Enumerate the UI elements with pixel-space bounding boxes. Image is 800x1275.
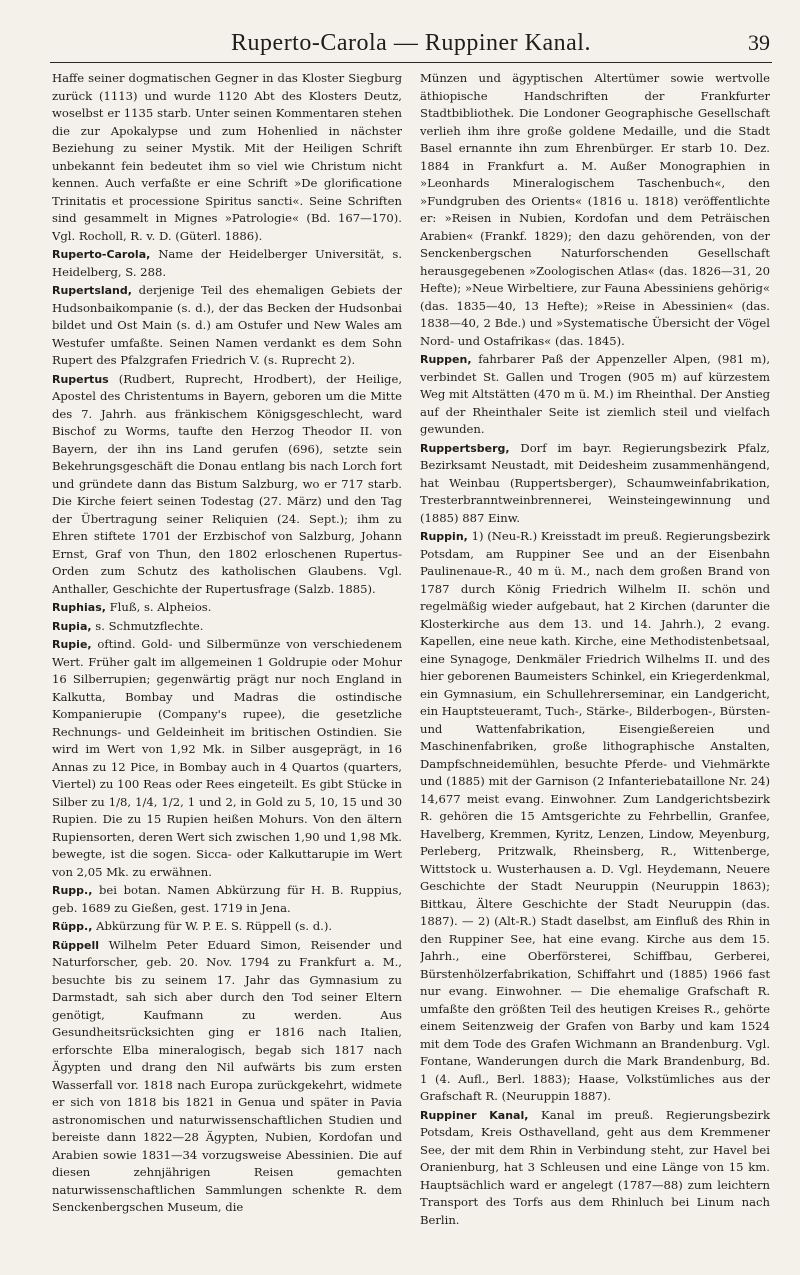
dictionary-entry — [52, 246, 402, 281]
dictionary-entry — [52, 70, 402, 245]
dictionary-entry — [52, 282, 402, 370]
entry-headword: Ruppin, — [420, 530, 468, 543]
page-header — [50, 30, 772, 64]
entry-headword: Rupie, — [52, 638, 92, 651]
entry-text: derjenige Teil des ehemaligen Gebiets der Hudsonbaikompanie (s. d.), der das Becken der Hudsonbai bildet und Ost Main (s. d.) am Ostufer und New Wales am Westufer umfaßte. Seinen Namen verdankt es dem Sohn Rupert des Pfalzgrafen Friedrich V. (s. Ruprecht 2). — [52, 283, 402, 367]
entry-text: (Rudbert, Ruprecht, Hrodbert), der Heilige, Apostel des Christentums in Bayern, geboren um die Mitte des 7. Jahrh. aus fränkischem Königsgeschlecht, ward Bischof zu Worms, taufte den Herzog Theodor II. von Bayern, der ihn ins Land gerufen (696), setzte sein Bekehrungsgeschäft die Donau entlang bis nach Lorch fort und gründete dann das Bistum Salzburg, wo er 717 starb. Die Kirche feiert seinen Todestag (27. März) und den Tag der Übertragung seiner Reliquien (24. Sept.); ihm zu Ehren stiftete 1701 der Erzbischof von Salzburg, Johann Ernst, Graf von Thun, den 1802 erloschenen Rupertus-Orden zum Schutz des katholischen Glaubens. Vgl. Anthaller, Geschichte der Rupertusfrage (Salzb. 1885). — [52, 371, 402, 596]
entry-text: Haffe seiner dogmatischen Gegner in das Kloster Siegburg zurück (1113) und wurde 1120 Abt des Klosters Deutz, woselbst er 1135 starb. Unter seinen Kommentaren stehen die zur Apokalypse und zum Hohenlied in nächster Beziehung zu seiner Mystik. Mit der Heiligen Schrift unbekannt fein bedeutet ihm so viel wie Christum nicht kennen. Auch verfaßte er eine Schrift »De glorificatione Trinitatis et processione Spiritus sancti«. Seine Schriften sind gesammelt in Mignes »Patrologie« (Bd. 167—170). Vgl. Rocholl, R. v. D. (Güterl. 1886). — [52, 71, 402, 243]
left-column — [52, 70, 402, 1265]
entry-text: Abkürzung für W. P. E. S. Rüppell (s. d.). — [96, 919, 333, 933]
dictionary-entry — [420, 440, 770, 528]
entry-text: Wilhelm Peter Eduard Simon, Reisender und Naturforscher, geb. 20. Nov. 1794 zu Frankfurt a. M., besuchte bis zu seinem 17. Jahr das Gymnasium zu Darmstadt, sah sich aber durch den Tod seiner Eltern genötigt, Kaufmann zu werden. Aus Gesundheitsrücksichten ging er 1816 nach Italien, erforschte Elba mineralogisch, begab sich 1817 nach Ägypten und drang den Nil aufwärts bis zum ersten Wasserfall vor. 1818 nach Europa zurückgekehrt, widmete er sich von 1818 bis 1821 in Genua und später in Pavia astronomischen und naturwissenschaftlichen Studien und bereiste dann 1822—28 Ägypten, Nubien, Kordofan und Arabien sowie 1831—34 vorzugsweise Abessinien. Die auf diesen zehnjährigen Reisen gemachten naturwissenschaftlichen Sammlungen schenkte R. dem Senckenbergschen Museum, die — [52, 937, 402, 1214]
dictionary-entry — [420, 351, 770, 439]
dictionary-entry — [52, 636, 402, 881]
header-rule — [50, 62, 772, 63]
entry-headword: Ruppertsberg, — [420, 441, 510, 455]
page-number: 39 — [748, 30, 770, 55]
entry-headword: Rupia, — [52, 619, 92, 633]
entry-text: oftind. Gold- und Silbermünze von verschiedenem Wert. Früher galt im allgemeinen 1 Goldrupie oder Mohur 16 Silberrupien; gegenwärtig prägt nur noch England in Kalkutta, Bombay und Madras die ostindische Kompanierupie (Company's rupee), die gesetzliche Rechnungs- und Geldeinheit im britischen Ostindien. Sie wird im Wert von 1,92 Mk. in Silber ausgeprägt, in 16 Annas zu 12 Pice, in Bombay auch in 4 Quartos (quarters, Viertel) zu 100 Reas oder Rees eingeteilt. Es gibt Stücke in Silber zu 1/8, 1/4, 1/2, 1 und 2, in Gold zu 5, 10, 15 und 30 Rupien. Die zu 15 Rupien heißen Mohurs. Von den ältern Rupiensorten, deren Wert sich zwischen 1,90 und 1,98 Mk. bewegte, ist die sogen. Sicca- oder Kalkuttarupie im Wert von 2,05 Mk. zu erwähnen. — [52, 637, 402, 879]
entry-headword: Ruperto-Carola, — [52, 248, 151, 261]
entry-text: Münzen und ägyptischen Altertümer sowie wertvolle äthiopische Handschriften der Frankfurter Stadtbibliothek. Die Londoner Geographische Gesellschaft verlieh ihm ihre große goldene Medaille, und die Stadt Basel ernannte ihn zum Ehrenbürger. Er starb 10. Dez. 1884 in Frankfurt a. M. Außer Monographien in »Leonhards Mineralogischem Taschenbuch«, den »Fundgruben des Orients« (1816 u. 1818) veröffentlichte er: »Reisen in Nubien, Kordofan und dem Peträischen Arabien« (Frankf. 1829); den dazu gehörenden, von der Senckenbergschen Naturforschenden Gesellschaft herausgegebenen »Zoologischen Atlas« (das. 1826—31, 20 Hefte); »Neue Wirbeltiere, zur Fauna Abessiniens gehörig« (das. 1835—40, 13 Hefte); »Reise in Abessinien« (das. 1838—40, 2 Bde.) und »Systematische Übersicht der Vögel Nord- und Ostafrikas« (das. 1845). — [420, 71, 770, 348]
entry-headword: Ruphias, — [52, 601, 106, 614]
entry-headword: Ruppiner Kanal, — [420, 1108, 529, 1122]
dictionary-entry — [420, 70, 770, 350]
right-column — [420, 70, 770, 1265]
entry-headword: Rupertus — [52, 372, 109, 386]
entry-headword: Rüpp., — [52, 920, 93, 933]
entry-text: s. Schmutzflechte. — [95, 618, 204, 633]
entry-text: bei botan. Namen Abkürzung für H. B. Ruppius, geb. 1689 zu Gießen, gest. 1719 in Jena. — [52, 883, 402, 915]
dictionary-entry — [420, 1107, 770, 1230]
dictionary-entry — [52, 918, 402, 936]
entry-text: Kanal im preuß. Regierungsbezirk Potsdam, Kreis Osthavelland, geht aus dem Kremmener See, der mit dem Rhin in Verbindung steht, zur Havel bei Oranienburg, hat 3 Schleusen und eine Länge von 15 km. Hauptsächlich ward er angelegt (1787—88) zum leichtern Transport des Torfs aus dem Rhinluch bei Linum nach Berlin. — [420, 1107, 770, 1227]
dictionary-entry — [52, 371, 402, 599]
entry-text: Dorf im bayr. Regierungsbezirk Pfalz, Bezirksamt Neustadt, mit Deidesheim zusammenhängend, hat Weinbau (Ruppertsberger), Schaumweinfabrikation, Tresterbranntweinbrennerei, Weinsteingewinnung und (1885) 887 Einw. — [420, 440, 770, 525]
entry-text: Fluß, s. Alpheios. — [109, 600, 212, 614]
running-title: Ruperto-Carola — Ruppiner Kanal. — [231, 30, 591, 56]
dictionary-entry — [52, 937, 402, 1217]
entry-headword: Ruppen, — [420, 353, 472, 366]
entry-text: Name der Heidelberger Universität, s. Heidelberg, S. 288. — [52, 247, 402, 279]
dictionary-entry — [52, 618, 402, 636]
entry-headword: Rupertsland, — [52, 284, 132, 297]
entry-headword: Rüppell — [52, 938, 100, 952]
entry-headword: Rupp., — [52, 884, 93, 897]
dictionary-entry — [52, 599, 402, 617]
dictionary-entry — [420, 528, 770, 1106]
entry-text: fahrbarer Paß der Appenzeller Alpen, (981 m), verbindet St. Gallen und Trogen (905 m) auf kürzestem Weg mit Altstätten (470 m ü. M.) im Rheinthal. Der Anstieg auf der Rheinthaler Seite ist ziemlich steil und vielfach gewunden. — [420, 352, 770, 436]
dictionary-entry — [52, 882, 402, 917]
entry-text: 1) (Neu-R.) Kreisstadt im preuß. Regierungsbezirk Potsdam, am Ruppiner See und an der Eisenbahn Paulinenaue-R., 40 m ü. M., nach dem großen Brand von 1787 durch König Friedrich Wilhelm II. schön und regelmäßig wieder aufgebaut, hat 2 Kirchen (darunter die Klosterkirche aus dem 13. und 14. Jahrh.), 2 evang. Kapellen, eine neue kath. Kirche, eine Methodistenbetsaal, eine Synagoge, Denkmäler Friedrich Wilhelms II. und des hier geborenen Baumeisters Schinkel, ein Kriegerdenkmal, ein Gymnasium, ein Schullehrerseminar, ein Landgericht, ein Hauptsteueramt, Tuch-, Stärke-, Bilderbogen-, Bürsten- und Wattenfabrikation, Eisengießereien und Maschinenfabriken, große lithographische Anstalten, Dampfschneidemühlen, besuchte Pferde- und Viehmärkte und (1885) mit der Garnison (2 Infanteriebataillone Nr. 24) 14,677 meist evang. Einwohner. Zum Landgerichtsbezirk R. gehören die 15 Amtsgerichte zu Fehrbellin, Granfee, Havelberg, Kremmen, Kyritz, Lenzen, Lindow, Meyenburg, Perleberg, Pritzwalk, Rheinsberg, R., Wittenberge, Wittstock u. Wusterhausen a. D. Vgl. Heydemann, Neuere Geschichte der Stadt Neuruppin (Neuruppin 1863); Bittkau, Ältere Geschichte der Stadt Neuruppin (das. 1887). — 2) (Alt-R.) Stadt daselbst, am Einfluß des Rhin in den Ruppiner See, hat eine evang. Kirche aus dem 15. Jahrh., eine Oberförsterei, Schiffbau, Gerberei, Bürstenhölzerfabrikation, Schiffahrt und (1885) 1966 fast nur evang. Einwohner. — Die ehemalige Grafschaft R. umfaßte den größten Teil des heutigen Kreises R., gehörte einem Seitenzweig der Grafen von Barby und kam 1524 mit dem Tode des Grafen Wichmann an Brandenburg. Vgl. Fontane, Wanderungen durch die Mark Brandenburg, Bd. 1 (4. Aufl., Berl. 1883); Haase, Volkstümliches aus der Grafschaft R. (Neuruppin 1887). — [420, 529, 770, 1103]
